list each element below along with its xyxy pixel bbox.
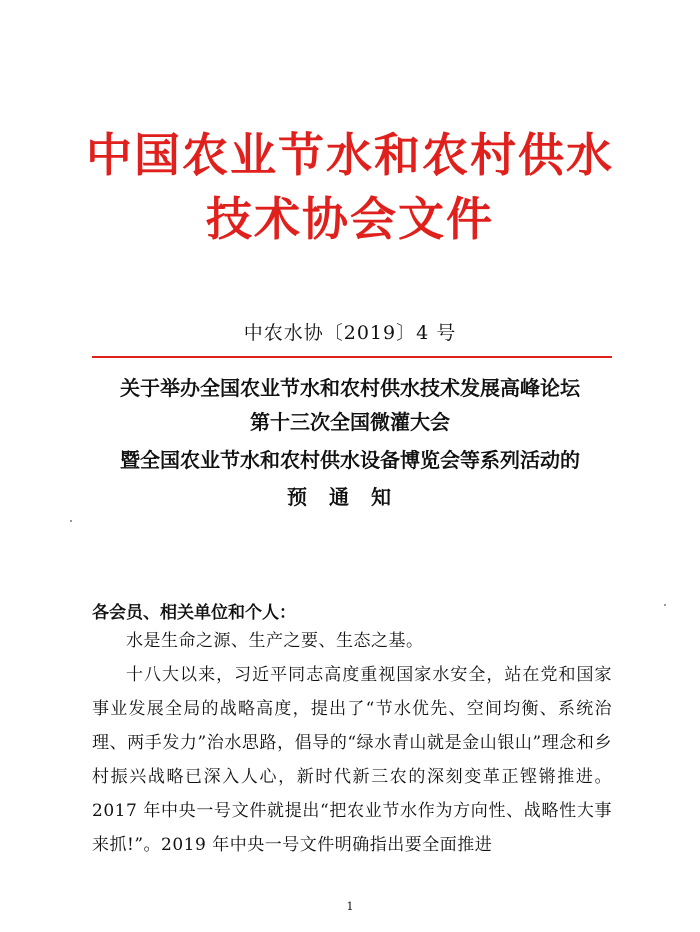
title-line-4: 预通知 — [287, 485, 413, 509]
red-divider-line — [92, 356, 612, 358]
body-paragraph-2: 十八大以来，习近平同志高度重视国家水安全，站在党和国家事业发展全局的战略高度，提出了“节水优先、空间均衡、系统治理、两手发力”治水思路，倡导的“绿水青山就是金山银山”理念和乡村振兴战略已深入人心，新时代新三农的深刻变革正铿锵推进。2017 年中央一号文件就提出“把农业节水作为方向性、战略性大事来抓!”。2019 年中央一号文件明确指出要全面推进 — [92, 665, 612, 855]
page-number: 1 — [346, 900, 354, 913]
scan-speck — [70, 520, 72, 522]
masthead-line-1: 中国农业节水和农村供水 — [86, 128, 614, 182]
masthead-line-2: 技术协会文件 — [206, 192, 494, 246]
title-line-3: 暨全国农业节水和农村供水设备博览会等系列活动的 — [120, 448, 580, 472]
title-line-2: 第十三次全国微灌大会 — [250, 410, 450, 434]
salutation: 各会员、相关单位和个人： — [92, 603, 296, 623]
scan-speck — [664, 604, 666, 606]
body-paragraph-1: 水是生命之源、生产之要、生态之基。 — [126, 631, 424, 651]
document-number: 中农水协〔2019〕4 号 — [243, 322, 457, 344]
title-line-1: 关于举办全国农业节水和农村供水技术发展高峰论坛 — [120, 376, 580, 400]
